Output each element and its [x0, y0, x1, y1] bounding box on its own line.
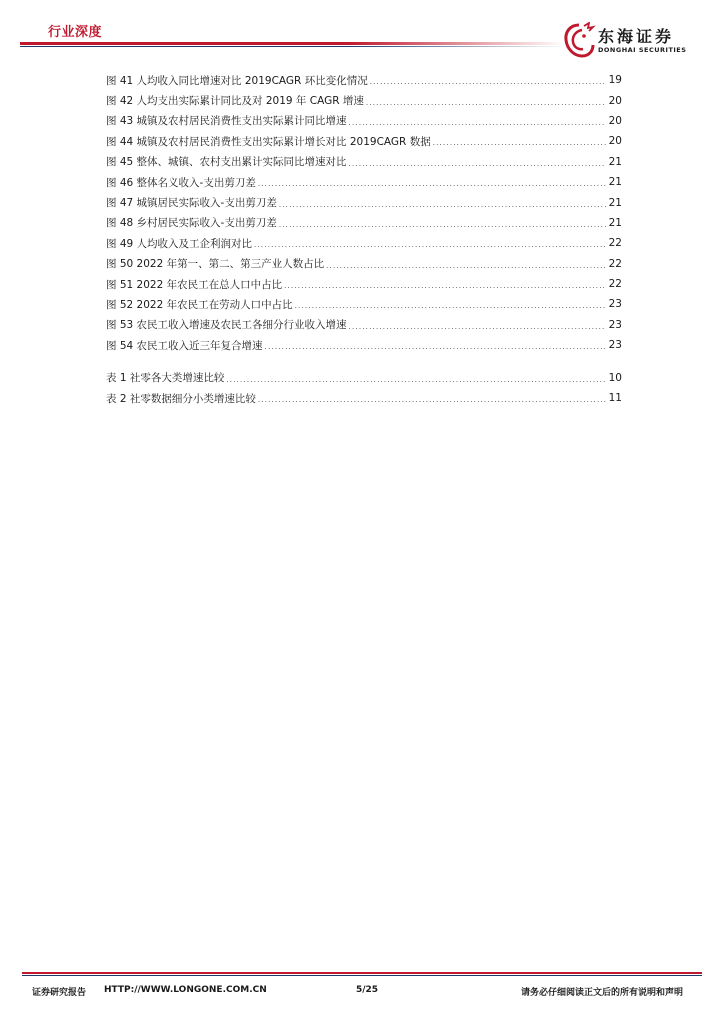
footer-page-number: 5/25: [356, 985, 379, 995]
toc-entry-figure[interactable]: [106, 233, 622, 253]
logo-name-en: DONGHAI SECURITIES: [598, 46, 687, 54]
toc-entry-label: 图 47 城镇居民实际收入-支出剪刀差: [106, 197, 277, 210]
figure-table-index: [106, 70, 622, 408]
dragon-emblem-icon: [562, 22, 596, 60]
toc-entry-page: 20: [608, 135, 622, 148]
toc-entry-figure[interactable]: [106, 294, 622, 314]
dot-leader: [295, 298, 606, 310]
dot-leader: [265, 339, 606, 351]
dot-leader: [258, 392, 606, 404]
toc-entry-table[interactable]: [106, 388, 622, 408]
toc-entry-label: 图 43 城镇及农村居民消费性支出实际累计同比增速: [106, 115, 347, 128]
footer-rule-secondary: [22, 975, 702, 976]
toc-entry-label: 表 1 社零各大类增速比较: [106, 372, 225, 385]
toc-entry-page: 23: [608, 298, 622, 311]
toc-entry-page: 22: [608, 237, 622, 250]
toc-entry-label: 图 51 2022 年农民工在总人口中占比: [106, 278, 283, 291]
footer-disclaimer: 请务必仔细阅读正文后的所有说明和声明: [521, 988, 684, 998]
toc-entry-label: 图 45 整体、城镇、农村支出累计实际同比增速对比: [106, 156, 347, 169]
header-rule: [20, 42, 566, 45]
section-title: 行业深度: [48, 25, 103, 40]
toc-entry-figure[interactable]: [106, 335, 622, 355]
toc-entry-label: 图 46 整体名义收入-支出剪刀差: [106, 176, 256, 189]
toc-entry-page: 21: [608, 155, 622, 168]
toc-entry-label: 图 53 农民工收入增速及农民工各细分行业收入增速: [106, 319, 347, 332]
toc-entry-page: 19: [608, 74, 622, 87]
dot-leader: [349, 319, 606, 331]
toc-entry-page: 22: [608, 278, 622, 291]
toc-entry-figure[interactable]: [106, 131, 622, 151]
toc-entry-page: 10: [608, 371, 622, 384]
toc-entry-page: 20: [608, 114, 622, 127]
toc-entry-page: 11: [608, 392, 622, 405]
toc-entry-figure[interactable]: [106, 254, 622, 274]
dot-leader: [226, 372, 605, 384]
toc-entry-figure[interactable]: [106, 192, 622, 212]
toc-entry-label: 图 41 人均收入同比增速对比 2019CAGR 环比变化情况: [106, 74, 368, 87]
toc-entry-figure[interactable]: [106, 70, 622, 90]
toc-entry-page: 21: [608, 216, 622, 229]
dot-leader: [366, 95, 606, 107]
toc-entry-page: 21: [608, 176, 622, 189]
dot-leader: [349, 115, 606, 127]
toc-entry-figure[interactable]: [106, 213, 622, 233]
toc-entry-page: 21: [608, 196, 622, 209]
toc-entry-figure[interactable]: [106, 315, 622, 335]
footer-website-link[interactable]: HTTP://WWW.LONGONE.COM.CN: [104, 985, 267, 995]
dot-leader: [254, 237, 606, 249]
toc-entry-page: 23: [608, 318, 622, 331]
dot-leader: [284, 278, 606, 290]
toc-entry-label: 图 49 人均收入及工企利润对比: [106, 237, 253, 250]
dot-leader: [433, 135, 606, 147]
footer-rule: [22, 972, 702, 974]
toc-entry-page: 23: [608, 339, 622, 352]
dot-leader: [258, 176, 606, 188]
dot-leader: [326, 258, 606, 270]
toc-entry-label: 图 42 人均支出实际累计同比及对 2019 年 CAGR 增速: [106, 95, 364, 108]
company-logo: [562, 22, 712, 62]
dot-leader: [349, 156, 606, 168]
dot-leader: [370, 74, 606, 86]
toc-entry-figure[interactable]: [106, 111, 622, 131]
section-gap: [106, 355, 622, 367]
logo-name-cn: 东海证券: [598, 27, 675, 46]
dot-leader: [279, 217, 606, 229]
toc-entry-label: 图 48 乡村居民实际收入-支出剪刀差: [106, 217, 277, 230]
toc-entry-label: 图 50 2022 年第一、第二、第三产业人数占比: [106, 258, 325, 271]
toc-entry-label: 图 52 2022 年农民工在劳动人口中占比: [106, 298, 293, 311]
toc-entry-label: 图 44 城镇及农村居民消费性支出实际累计增长对比 2019CAGR 数据: [106, 135, 431, 148]
toc-entry-table[interactable]: [106, 367, 622, 387]
toc-entry-figure[interactable]: [106, 172, 622, 192]
toc-entry-figure[interactable]: [106, 152, 622, 172]
toc-entry-page: 22: [608, 257, 622, 270]
toc-entry-page: 20: [608, 94, 622, 107]
toc-entry-figure[interactable]: [106, 90, 622, 110]
toc-entry-figure[interactable]: [106, 274, 622, 294]
footer-report-type: 证券研究报告: [32, 988, 87, 998]
toc-entry-label: 表 2 社零数据细分小类增速比较: [106, 392, 256, 405]
header-rule-secondary: [20, 46, 566, 47]
dot-leader: [279, 197, 606, 209]
toc-entry-label: 图 54 农民工收入近三年复合增速: [106, 339, 263, 352]
